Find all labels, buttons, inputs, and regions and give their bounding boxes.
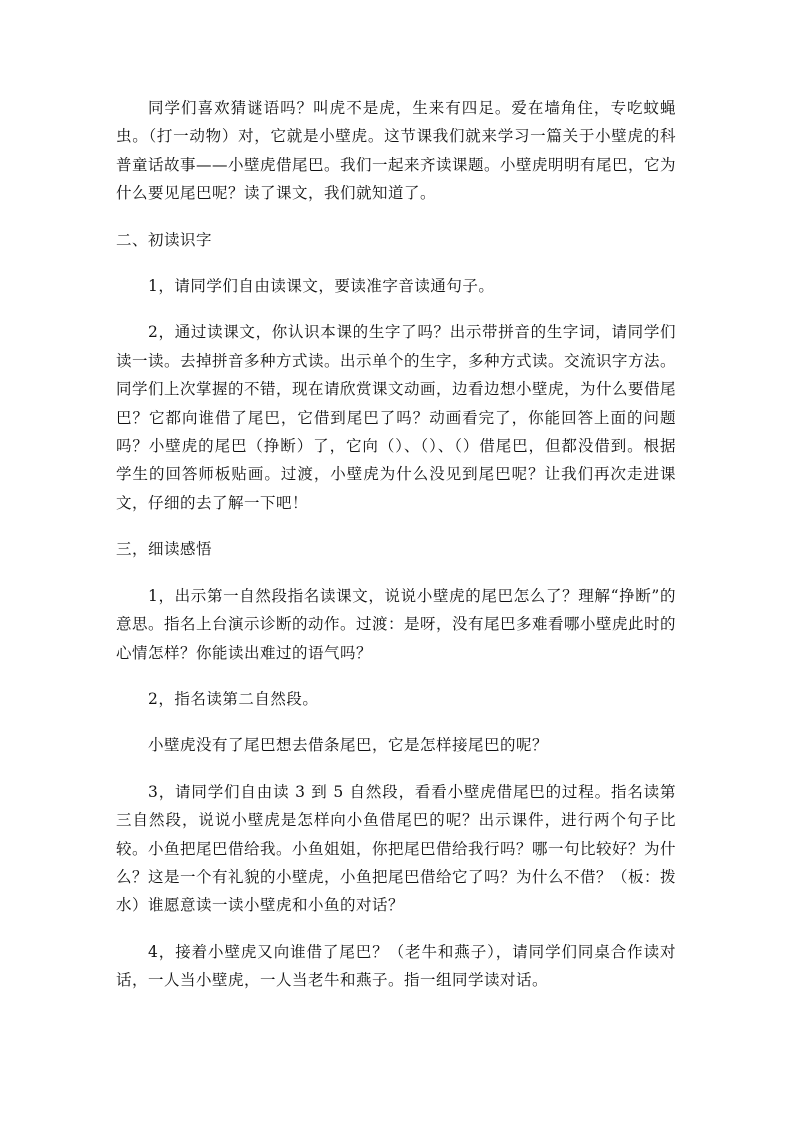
paragraph-3-2: 2，指名读第二自然段。 — [148, 689, 319, 708]
paragraph-3-3: 3，请同学们自由读 3 到 5 自然段，看看小壁虎借尾巴的过程。指名读第三自然段，说说小壁虎是怎样向小鱼借尾巴的呢？出示课件，进行两个句子比较。小鱼把尾巴借给我。小鱼姐姐，你把尾巴借给我行吗？哪一句比较好？为什么？这是一个有礼貌的小壁虎，小鱼把尾巴借给它了吗？为什么不借？（板：拨水）谁愿意读一读小壁虎和小鱼的对话？ — [116, 782, 677, 915]
paragraph-2-2: 2，通过读课文，你认识本课的生字了吗？出示带拼音的生字词，请同学们读一读。去掉拼音多种方式读。出示单个的生字，多种方式读。交流识字方法。同学们上次掌握的不错，现在请欣赏课文动画，边看边想小壁虎，为什么要借尾巴？它都向谁借了尾巴，它借到尾巴了吗？动画看完了，你能回答上面的问题吗？小壁虎的尾巴（挣断）了，它向（）、（）、（）借尾巴，但都没借到。根据学生的回答师板贴画。过渡，小壁虎为什么没见到尾巴呢？让我们再次走进课文，仔细的去了解一下吧！ — [116, 323, 677, 512]
document-page — [116, 94, 676, 1013]
paragraph-3-4: 4，接着小壁虎又向谁借了尾巴？（老牛和燕子），请同学们同桌合作读对话，一人当小壁虎，一人当老牛和燕子。指一组同学读对话。 — [116, 942, 676, 990]
paragraph-2-1: 1，请同学们自由读课文，要读准字音读通句子。 — [148, 277, 495, 296]
section-heading-2: 二、初读识字 — [116, 230, 213, 249]
intro-paragraph: 同学们喜欢猜谜语吗？叫虎不是虎，生来有四足。爱在墙角住，专吃蚊蝇虫。（打一动物）对，它就是小壁虎。这节课我们就来学习一篇关于小壁虎的科普童话故事——小壁虎借尾巴。我们一起来齐读课题。小壁虎明明有尾巴，它为什么要见尾巴呢？读了课文，我们就知道了。 — [116, 99, 677, 203]
paragraph-3-1: 1，出示第一自然段指名读课文，说说小壁虎的尾巴怎么了？理解“挣断”的意思。指名上台演示诊断的动作。过渡：是呀，没有尾巴多难看哪小壁虎此时的心情怎样？你能读出难过的语气吗？ — [116, 586, 677, 662]
section-heading-3: 三，细读感悟 — [116, 540, 213, 559]
paragraph-3-2b: 小壁虎没有了尾巴想去借条尾巴，它是怎样接尾巴的呢？ — [148, 736, 549, 755]
